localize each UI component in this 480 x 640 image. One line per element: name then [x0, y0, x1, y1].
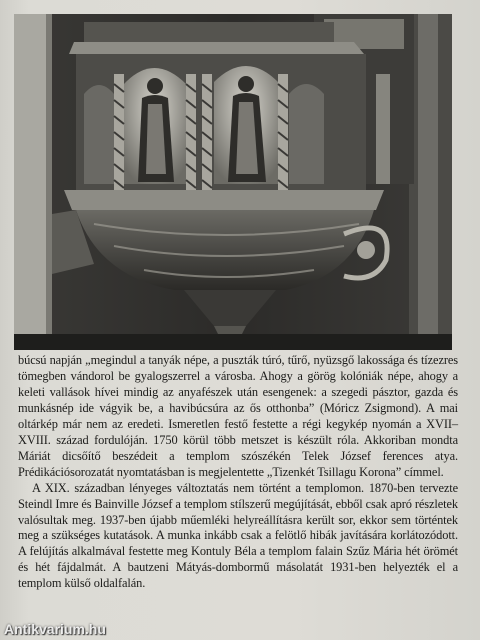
article-text	[18, 353, 458, 592]
pulpit-photo	[14, 14, 452, 350]
pulpit-illustration	[14, 14, 452, 350]
paragraph-2: A XIX. században lényeges változtatás nem történt a templomon. 1870-ben tervezte Steindl Imre és Bainville József a templom stílszerű megújítását, ebből csak apró részletek valósultak meg. 1937-ben újabb műemléki helyreállításra került sor, ekkor sem történtek meg a szükséges kutatások. A munka inkább csak a felötlő hibák javítására korlátozódott. A felújítás alkalmával festette meg Kontuly Béla a templom falain Szűz Mária hét örömét és hét fájdalmát. A bautzeni Mátyás-dombormű másolatát 1931-ben helyezték el a templom külső oldalfalán.	[18, 480, 458, 591]
paragraph-1: búcsú napján „megindul a tanyák népe, a puszták túró, tűrő, nyüzsgő lakossága és tízezres tömegben vándorol be gyalogszerrel a városba. Ahogy a görög kolóniák népe, ahogy a keleti vallások hívei mindig az anyafészek után esengenek: a szegedi pásztor, gazda és munkásnép ide vágyik be, a havibúcsúra az ős otthonba” (Móricz Zsigmond). A mai oltárkép már nem az eredeti. Ismeretlen festő festette a régi kegykép nyomán a XVII–XVIII. század fordulóján. 1750 körül több metszet is készült róla. Akkoriban mondta Máriát dicsőítő beszédeit a templom szószékén Telek József ferences atya. Prédikációsorozatát nyomtatásban is megjelentette „Tizenkét Tsillagu Korona” címmel.	[18, 353, 458, 479]
watermark-logo: Antikvarium.hu	[4, 621, 106, 637]
